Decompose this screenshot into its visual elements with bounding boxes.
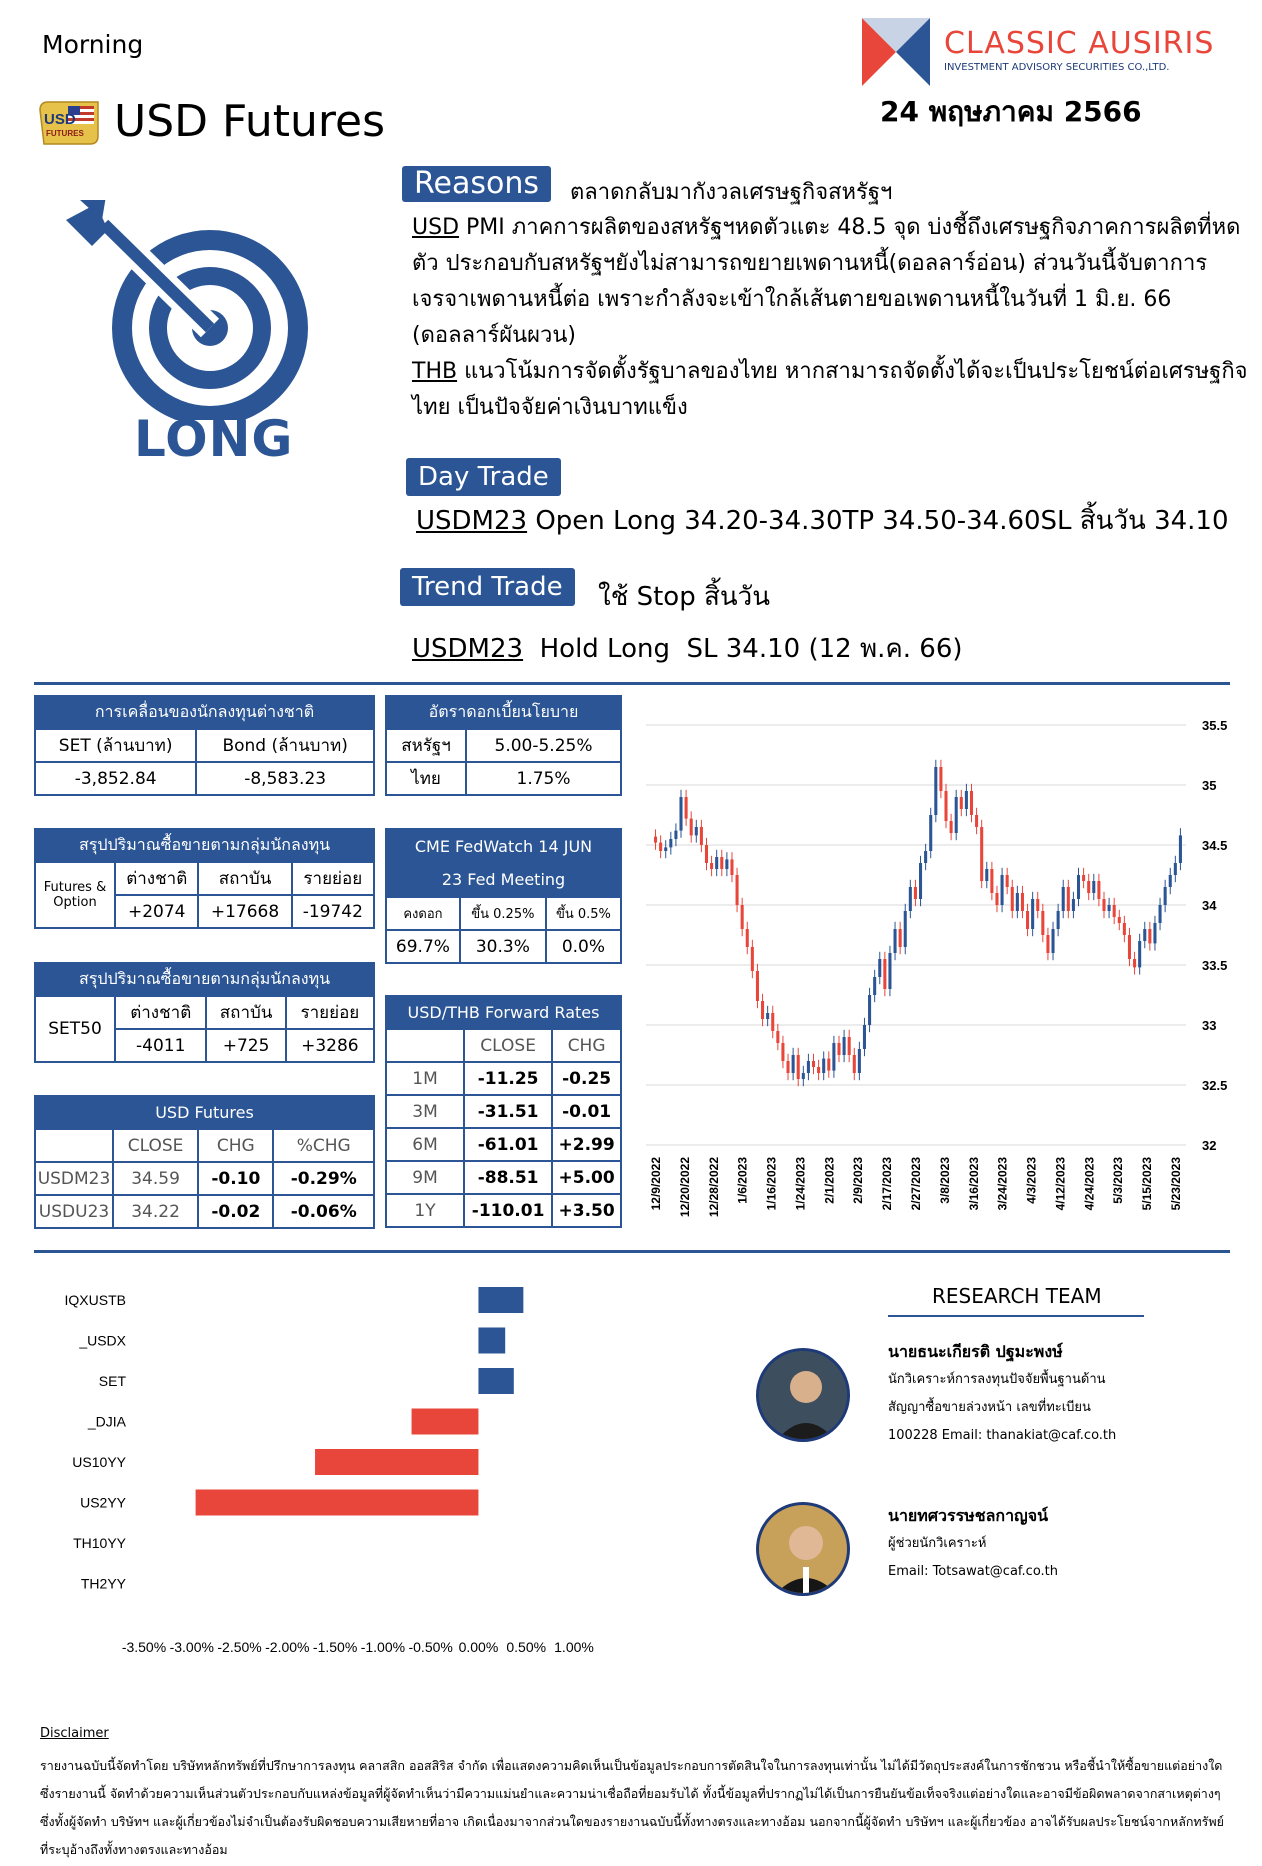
- candle-body: [929, 815, 932, 851]
- trend-trade-text: Hold Long SL 34.10 (12 พ.ค. 66): [523, 634, 963, 664]
- candle-body: [909, 887, 912, 911]
- candle-body: [1052, 929, 1055, 953]
- candle-body: [1072, 899, 1075, 911]
- bar: [315, 1449, 478, 1475]
- candle-body: [1143, 929, 1146, 941]
- candle-body: [858, 1049, 861, 1073]
- candle-body: [924, 851, 927, 863]
- candle-body: [1102, 899, 1105, 911]
- x-tick-label: -0.50%: [408, 1639, 453, 1655]
- candle-body: [715, 857, 718, 869]
- candle-body: [1123, 923, 1126, 935]
- candle-body: [659, 843, 662, 851]
- bar: [478, 1328, 505, 1354]
- report-date: 24 พฤษภาคม 2566: [880, 95, 1142, 128]
- candle-body: [690, 819, 693, 836]
- retail-value: +3286: [286, 1029, 374, 1062]
- y-tick-label: 33.5: [1202, 958, 1228, 973]
- candle-body: [1006, 875, 1009, 887]
- forward-rates-table: [385, 995, 622, 1228]
- x-tick-label: 4/3/2023: [1024, 1157, 1039, 1204]
- candle-body: [822, 1059, 825, 1073]
- x-tick-label: 12/28/2022: [706, 1157, 721, 1218]
- candle-body: [766, 1013, 769, 1019]
- candle-body: [730, 859, 733, 875]
- x-tick-label: 1/16/2023: [764, 1157, 779, 1211]
- retail-value: -19742: [292, 895, 374, 928]
- bar: [412, 1409, 479, 1435]
- set50-label: SET50: [35, 996, 115, 1062]
- candle-body: [873, 977, 876, 995]
- set50-flow-title: สรุปปริมาณซื้อขายตามกลุ่มนักลงทุน: [35, 963, 374, 996]
- candle-body: [837, 1043, 840, 1055]
- hike25-value: 30.3%: [460, 930, 546, 963]
- candle-body: [751, 947, 754, 971]
- candle-body: [853, 1055, 856, 1073]
- x-tick-label: -1.50%: [312, 1639, 358, 1655]
- thb-reason: แนวโน้มการจัดตั้งรัฐบาลของไทย หากสามารถจัดตั้งได้จะเป็นประโยชน์ต่อเศรษฐกิจไทย เป็นปัจจัยค่าเงินบาทแข็ง: [412, 359, 1248, 420]
- candle-body: [1174, 863, 1177, 875]
- candle-body: [843, 1037, 846, 1055]
- session-label: Morning: [42, 30, 144, 59]
- candle-body: [1077, 875, 1080, 899]
- bar: [478, 1368, 513, 1394]
- market-change-bar-chart: [34, 1270, 734, 1720]
- retail-header: รายย่อย: [292, 862, 374, 895]
- usd-futures-row: [35, 1195, 374, 1228]
- candle-body: [1046, 935, 1049, 953]
- candle-body: [899, 929, 902, 947]
- trend-trade-badge: Trend Trade: [400, 568, 575, 606]
- analyst-photo-1: [756, 1348, 850, 1442]
- svg-text:FUTURES: FUTURES: [46, 129, 84, 138]
- analyst-1-info: นักวิเคราะห์การลงทุนปัจจัยพื้นฐานด้าน สัญญาซื้อขายล่วงหน้า เลขที่ทะเบียน 100228 Email: thanakiat@caf.co.th: [888, 1372, 1117, 1443]
- candle-body: [674, 831, 677, 839]
- day-trade-symbol: USDM23: [416, 506, 528, 536]
- candle-body: [700, 827, 703, 845]
- institution-header: สถาบัน: [206, 996, 285, 1029]
- hold-header: คงดอก: [386, 897, 460, 930]
- analyst-2-info: ผู้ช่วยนักวิเคราะห์ Email: Totsawat@caf.co.th: [888, 1536, 1059, 1579]
- forward-tenor: 3M: [386, 1095, 464, 1128]
- candle-body: [1148, 929, 1151, 943]
- candle-body: [817, 1067, 820, 1073]
- x-tick-label: -1.00%: [360, 1639, 406, 1655]
- candle-body: [960, 797, 963, 809]
- forward-row: [386, 1095, 621, 1128]
- candle-body: [741, 905, 744, 929]
- forward-tenor: 1M: [386, 1062, 464, 1095]
- candle-body: [1138, 941, 1141, 967]
- us-rate-label: สหรัฐฯ: [386, 729, 466, 762]
- trend-stop-text: ใช้ Stop สิ้นวัน: [598, 582, 770, 612]
- candle-body: [1092, 881, 1095, 893]
- candle-body: [832, 1043, 835, 1071]
- company-subtitle: INVESTMENT ADVISORY SECURITIES CO.,LTD.: [944, 62, 1170, 73]
- th-rate-label: ไทย: [386, 762, 466, 795]
- close-header: CLOSE: [113, 1129, 198, 1162]
- candle-body: [664, 847, 667, 851]
- company-logo: [862, 18, 930, 86]
- candle-body: [1153, 923, 1156, 943]
- futures-pct: -0.06%: [273, 1195, 374, 1228]
- candle-body: [746, 929, 749, 947]
- futures-close: 34.59: [113, 1162, 198, 1195]
- foreign-flow-title: การเคลื่อนของนักลงทุนต่างชาติ: [35, 696, 374, 729]
- section-divider: [34, 1250, 1230, 1253]
- candle-body: [980, 827, 983, 881]
- forward-close-header: CLOSE: [464, 1029, 552, 1062]
- usdm23-price-chart: [640, 700, 1260, 1260]
- x-tick-label: -2.50%: [217, 1639, 262, 1655]
- candle-body: [802, 1073, 805, 1079]
- candle-body: [771, 1013, 774, 1031]
- trend-trade-symbol: USDM23: [412, 634, 524, 664]
- forward-chg: -0.01: [552, 1095, 621, 1128]
- hold-value: 69.7%: [386, 930, 460, 963]
- candle-body: [685, 797, 688, 819]
- institution-header: สถาบัน: [198, 862, 291, 895]
- futures-chg: -0.02: [198, 1195, 273, 1228]
- candle-body: [944, 791, 947, 821]
- candle-body: [914, 887, 917, 899]
- candle-body: [1021, 893, 1024, 911]
- foreign-flow-table: [34, 695, 375, 796]
- svg-text:USD: USD: [44, 111, 76, 128]
- th-rate-value: 1.75%: [466, 762, 621, 795]
- policy-rate-title: อัตราดอกเบี้ยนโยบาย: [386, 696, 621, 729]
- candle-body: [761, 1001, 764, 1019]
- x-tick-label: 2/17/2023: [880, 1157, 895, 1211]
- bar-category-label: SET: [98, 1373, 126, 1389]
- candle-body: [1031, 899, 1034, 929]
- candle-body: [1036, 899, 1039, 911]
- signal-label: LONG: [134, 410, 294, 468]
- candle-body: [995, 893, 998, 905]
- candle-body: [985, 869, 988, 881]
- candle-body: [1179, 835, 1182, 863]
- candle-body: [878, 959, 881, 977]
- usd-tag: USD: [412, 215, 460, 240]
- day-trade-line: [416, 500, 1229, 541]
- candle-body: [894, 929, 897, 953]
- hike25-header: ขึ้น 0.25%: [460, 897, 546, 930]
- bar-category-label: US10YY: [72, 1454, 126, 1470]
- foreign-value: -4011: [115, 1029, 206, 1062]
- futures-close: 34.22: [113, 1195, 198, 1228]
- candle-body: [1067, 887, 1070, 911]
- candle-body: [720, 857, 723, 869]
- candle-body: [756, 971, 759, 1001]
- forward-chg-header: CHG: [552, 1029, 621, 1062]
- y-tick-label: 33: [1202, 1018, 1217, 1033]
- day-trade-badge: Day Trade: [406, 458, 561, 496]
- bond-value: -8,583.23: [196, 762, 374, 795]
- candle-body: [807, 1061, 810, 1073]
- candle-body: [868, 995, 871, 1025]
- candle-body: [1113, 905, 1116, 917]
- reasons-title: ตลาดกลับมากังวลเศรษฐกิจสหรัฐฯ: [570, 180, 893, 205]
- candle-body: [792, 1055, 795, 1073]
- candle-body: [934, 767, 937, 815]
- forward-close: -88.51: [464, 1161, 552, 1194]
- usd-futures-logo: [38, 100, 104, 146]
- fedwatch-table: [385, 828, 622, 964]
- forward-tenor: 9M: [386, 1161, 464, 1194]
- candle-body: [1108, 905, 1111, 911]
- bar-category-label: IQXUSTB: [64, 1292, 126, 1308]
- x-tick-label: 2/1/2023: [822, 1157, 837, 1204]
- candle-body: [1118, 917, 1121, 923]
- bar: [196, 1490, 479, 1516]
- candle-body: [1159, 905, 1162, 923]
- candle-body: [848, 1037, 851, 1055]
- reasons-badge: Reasons: [402, 166, 551, 202]
- bar: [478, 1287, 523, 1313]
- research-team-title: RESEARCH TEAM: [932, 1284, 1102, 1308]
- bar-category-label: TH2YY: [80, 1575, 126, 1592]
- candle-body: [990, 869, 993, 893]
- chg-header: CHG: [198, 1129, 273, 1162]
- x-tick-label: -2.00%: [265, 1639, 310, 1655]
- futures-option-label: Futures & Option: [35, 862, 115, 928]
- target-icon: [62, 200, 322, 420]
- x-tick-label: 2/27/2023: [909, 1157, 923, 1211]
- candle-body: [863, 1025, 866, 1049]
- candle-body: [812, 1061, 815, 1067]
- candle-body: [705, 845, 708, 863]
- candle-body: [695, 827, 698, 835]
- candle-body: [1133, 959, 1136, 967]
- x-tick-label: 12/9/2022: [649, 1157, 663, 1211]
- y-tick-label: 35.5: [1202, 718, 1228, 733]
- x-tick-label: 5/23/2023: [1169, 1157, 1183, 1211]
- candle-body: [1041, 911, 1044, 935]
- candle-body: [955, 797, 958, 833]
- candle-body: [781, 1043, 784, 1061]
- x-tick-label: 4/12/2023: [1053, 1157, 1068, 1211]
- usd-reason: PMI ภาคการผลิตของสหรัฐฯหดตัวแตะ 48.5 จุด บ่งชี้ถึงเศรษฐกิจภาคการผลิตที่หดตัว ประกอบกับสหรัฐฯยังไม่สามารถขยายเพดานหนี้(ดอลลาร์อ่อน) ส่วนวันนี้จับตาการเจรจาเพดานหนี้ต่อ เพราะกำลังจะเข้าใกล้เส้นตายขอเพดานหนี้ในวันที่ 1 มิ.ย. 66 (ดอลลาร์ผันผวน): [412, 215, 1241, 348]
- forward-chg: +2.99: [552, 1128, 621, 1161]
- x-tick-label: 4/24/2023: [1082, 1157, 1097, 1211]
- candle-body: [1016, 893, 1019, 911]
- candle-body: [904, 911, 907, 947]
- x-tick-label: 5/3/2023: [1111, 1157, 1126, 1204]
- section-divider: [34, 682, 1230, 685]
- forward-tenor: 6M: [386, 1128, 464, 1161]
- candle-body: [1128, 935, 1131, 959]
- forward-row: [386, 1062, 621, 1095]
- y-tick-label: 34: [1202, 898, 1217, 913]
- usd-futures-table: [34, 1095, 375, 1229]
- x-tick-label: 0.00%: [458, 1639, 499, 1655]
- forward-chg: +5.00: [552, 1161, 621, 1194]
- analyst-1-name: นายธนะเกียรติ ปฐมะพงษ์: [888, 1342, 1063, 1361]
- candle-body: [669, 839, 672, 847]
- candle-body: [1026, 911, 1029, 929]
- x-tick-label: 1.00%: [554, 1639, 594, 1655]
- x-tick-label: 12/20/2022: [677, 1157, 692, 1218]
- forward-row: [386, 1161, 621, 1194]
- candle-body: [939, 767, 942, 791]
- usd-futures-title: USD Futures: [35, 1096, 374, 1129]
- forward-row: [386, 1194, 621, 1227]
- foreign-header: ต่างชาติ: [115, 996, 206, 1029]
- y-tick-label: 32: [1202, 1138, 1217, 1153]
- x-tick-label: 1/6/2023: [735, 1157, 750, 1204]
- product-title: USD Futures: [114, 96, 386, 147]
- bond-header: Bond (ล้านบาท): [196, 729, 374, 762]
- futures-symbol: USDM23: [35, 1162, 113, 1195]
- candle-body: [1169, 875, 1172, 887]
- x-tick-label: -3.50%: [121, 1639, 167, 1655]
- day-trade-text: Open Long 34.20-34.30TP 34.50-34.60SL สิ้นวัน 34.10: [527, 506, 1229, 536]
- candle-body: [827, 1059, 830, 1071]
- candle-body: [1082, 875, 1085, 881]
- reasons-body: [412, 210, 1258, 426]
- futures-flow-table: [34, 828, 375, 929]
- usd-futures-row: [35, 1162, 374, 1195]
- candle-body: [1164, 887, 1167, 905]
- us-rate-value: 5.00-5.25%: [466, 729, 621, 762]
- policy-rate-table: [385, 695, 622, 796]
- candle-body: [1097, 881, 1100, 899]
- x-tick-label: 3/8/2023: [937, 1157, 952, 1204]
- x-tick-label: 5/15/2023: [1140, 1157, 1155, 1211]
- forward-chg: -0.25: [552, 1062, 621, 1095]
- x-tick-label: 1/24/2023: [793, 1157, 808, 1211]
- candle-body: [725, 859, 728, 869]
- x-tick-label: -3.00%: [169, 1639, 214, 1655]
- foreign-value: +2074: [115, 895, 198, 928]
- y-tick-label: 34.5: [1202, 838, 1228, 853]
- futures-symbol: USDU23: [35, 1195, 113, 1228]
- candle-body: [710, 863, 713, 869]
- forward-close: -61.01: [464, 1128, 552, 1161]
- candle-body: [883, 959, 886, 989]
- candle-body: [919, 863, 922, 899]
- x-tick-label: 2/9/2023: [851, 1157, 866, 1204]
- candle-body: [1087, 881, 1090, 893]
- candle-body: [975, 815, 978, 827]
- forward-chg: +3.50: [552, 1194, 621, 1227]
- set-header: SET (ล้านบาท): [35, 729, 196, 762]
- forward-title: USD/THB Forward Rates: [386, 996, 621, 1029]
- pctchg-header: %CHG: [273, 1129, 374, 1162]
- institution-value: +17668: [198, 895, 291, 928]
- forward-close: -110.01: [464, 1194, 552, 1227]
- bar-category-label: US2YY: [80, 1494, 126, 1511]
- candle-body: [776, 1031, 779, 1043]
- disclaimer-title: Disclaimer: [40, 1726, 109, 1741]
- hike50-header: ขึ้น 0.5%: [546, 897, 621, 930]
- research-team-underline: [888, 1315, 1144, 1317]
- set-value: -3,852.84: [35, 762, 196, 795]
- candle-body: [679, 797, 682, 831]
- y-tick-label: 35: [1202, 778, 1217, 793]
- candle-body: [965, 791, 968, 809]
- candle-body: [970, 791, 973, 815]
- thb-tag: THB: [412, 359, 458, 384]
- retail-header: รายย่อย: [286, 996, 374, 1029]
- x-tick-label: 3/24/2023: [995, 1157, 1010, 1211]
- disclaimer-text: รายงานฉบับนี้จัดทำโดย บริษัทหลักทรัพย์ที่ปรึกษาการลงทุน คลาสสิก ออสสิริส จำกัด เพื่อแสดงความคิดเห็นเป็นข้อมูลประกอบการตัดสินใจในการลงทุนเท่านั้น ไม่ได้มีวัตถุประสงค์ในการชักชวน หรือชี้นำให้ซื้อขายแต่อย่างใด ซึ่งรายงานนี้ จัดทำด้วยความเห็นส่วนตัวประกอบกับแหล่งข้อมูลที่ผู้จัดทำเห็นว่ามีความแม่นยำและความน่าเชื่อถือที่ยอมรับได้ ทั้งนี้ข้อมูลที่ปรากฏไม่ได้เป็นการยืนยันข้อเท็จจริงแต่อย่างใดและอาจมีข้อผิดพลาดจากสาเหตุต่างๆ ซึ่งทั้งผู้จัดทำ บริษัทฯ และผู้เกี่ยวข้องไม่จำเป็นต้องรับผิดชอบความเสียหายที่อาจ เกิดเนื่องมาจากส่วนใดของรายงานฉบับนี้ทั้งทางตรงและทางอ้อม นอกจากนี้ผู้จัดทำ บริษัทฯ และผู้เกี่ยวข้อง อาจได้รับผลประโยชน์จากหลักทรัพย์ที่ระบุอ้างถึงทั้งทางตรงและทางอ้อม: [40, 1758, 1224, 1857]
- candle-body: [950, 821, 953, 833]
- trend-trade-line: [412, 628, 963, 669]
- hike50-value: 0.0%: [546, 930, 621, 963]
- candle-body: [797, 1055, 800, 1079]
- candle-body: [1062, 887, 1065, 911]
- candle-body: [1001, 875, 1004, 905]
- x-tick-label: 0.50%: [506, 1639, 547, 1655]
- candle-body: [654, 837, 657, 843]
- futures-flow-title: สรุปปริมาณซื้อขายตามกลุ่มนักลงทุน: [35, 829, 374, 862]
- forward-close: -31.51: [464, 1095, 552, 1128]
- futures-chg: -0.10: [198, 1162, 273, 1195]
- futures-pct: -0.29%: [273, 1162, 374, 1195]
- candle-body: [1057, 911, 1060, 929]
- analyst-2-name: นายทศวรรษชลกาญจน์: [888, 1506, 1048, 1525]
- x-tick-label: 3/16/2023: [966, 1157, 981, 1211]
- set50-flow-table: [34, 962, 375, 1063]
- y-tick-label: 32.5: [1202, 1078, 1228, 1093]
- candle-body: [736, 875, 739, 905]
- candle-body: [888, 953, 891, 989]
- candle-body: [787, 1061, 790, 1073]
- fedwatch-title: CME FedWatch 14 JUN 23 Fed Meeting: [386, 829, 621, 897]
- analyst-photo-2: [756, 1502, 850, 1596]
- forward-row: [386, 1128, 621, 1161]
- forward-close: -11.25: [464, 1062, 552, 1095]
- forward-tenor: 1Y: [386, 1194, 464, 1227]
- company-name: CLASSIC AUSIRIS: [944, 26, 1215, 61]
- bar-category-label: TH10YY: [73, 1535, 126, 1551]
- candle-body: [1011, 887, 1014, 911]
- foreign-header: ต่างชาติ: [115, 862, 198, 895]
- institution-value: +725: [206, 1029, 285, 1062]
- bar-category-label: _USDX: [79, 1332, 126, 1349]
- bar-category-label: _DJIA: [87, 1413, 126, 1430]
